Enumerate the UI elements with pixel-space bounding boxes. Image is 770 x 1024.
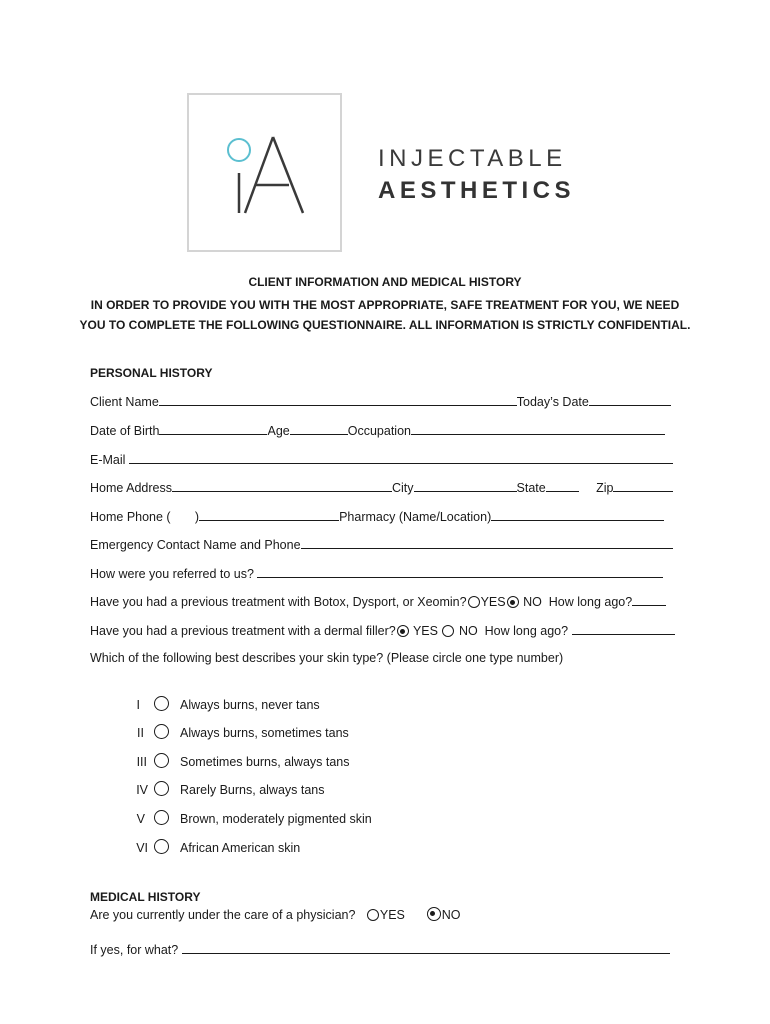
- filler-row: [90, 622, 675, 639]
- personal-history-heading: PERSONAL HISTORY: [90, 366, 213, 380]
- phone-close-paren: ): [194, 510, 200, 524]
- skin-type-label: Brown, moderately pigmented skin: [180, 812, 372, 826]
- filler-how-long-label: How long ago?: [484, 624, 569, 638]
- filler-how-long-field[interactable]: [572, 622, 675, 635]
- brand-name-line2: AESTHETICS: [378, 177, 576, 204]
- todays-date-field[interactable]: [589, 393, 671, 406]
- skin-type-radio[interactable]: [154, 781, 169, 796]
- skin-type-number: IV: [136, 783, 148, 797]
- home-phone-label: Home Phone (: [90, 510, 171, 524]
- emergency-row: [90, 536, 673, 553]
- physician-no-label: NO: [441, 908, 461, 922]
- physician-no-radio[interactable]: [427, 907, 441, 921]
- botox-no-label: NO: [523, 595, 542, 609]
- skin-type-label: Rarely Burns, always tans: [180, 783, 325, 797]
- pharmacy-field[interactable]: [491, 508, 664, 521]
- state-field[interactable]: [546, 479, 579, 492]
- todays-date-label: Today’s Date: [516, 395, 589, 409]
- skin-type-radio[interactable]: [154, 839, 169, 854]
- skin-type-number: VI: [136, 841, 148, 855]
- city-field[interactable]: [414, 479, 517, 492]
- client-name-row: [90, 393, 671, 410]
- botox-how-long-label: How long ago?: [548, 595, 633, 609]
- filler-yes-radio[interactable]: [397, 625, 409, 637]
- address-field[interactable]: [172, 479, 392, 492]
- referred-field[interactable]: [257, 565, 663, 578]
- skin-type-number: II: [137, 726, 144, 740]
- skin-type-label: Always burns, sometimes tans: [180, 726, 349, 740]
- address-row: [90, 479, 673, 496]
- skin-type-radio[interactable]: [154, 724, 169, 739]
- medical-history-heading: MEDICAL HISTORY: [90, 890, 201, 904]
- skin-type-number: V: [136, 812, 145, 826]
- if-yes-field[interactable]: [182, 941, 670, 954]
- botox-no-radio[interactable]: [507, 596, 519, 608]
- email-field[interactable]: [129, 451, 673, 464]
- filler-no-label: NO: [458, 624, 478, 638]
- botox-yes-radio[interactable]: [468, 596, 480, 608]
- filler-yes-label: YES: [412, 624, 438, 638]
- state-label: State: [516, 481, 546, 495]
- logo: [187, 93, 342, 252]
- home-phone-field[interactable]: [199, 508, 339, 521]
- botox-question: Have you had a previous treatment with Botox, Dysport, or Xeomin?: [90, 595, 467, 609]
- filler-question: Have you had a previous treatment with a dermal filler?: [90, 624, 396, 638]
- skin-type-radio[interactable]: [154, 810, 169, 825]
- if-yes-label: If yes, for what?: [90, 943, 179, 957]
- city-label: City: [391, 481, 414, 495]
- email-row: [90, 451, 673, 468]
- occupation-label: Occupation: [347, 424, 411, 438]
- physician-row: [90, 907, 460, 923]
- address-label: Home Address: [90, 481, 172, 495]
- skin-type-number: III: [136, 755, 147, 769]
- dob-label: Date of Birth: [90, 424, 160, 438]
- botox-how-long-field[interactable]: [632, 593, 666, 606]
- referred-row: [90, 565, 663, 582]
- emergency-label: Emergency Contact Name and Phone: [90, 538, 301, 552]
- physician-yes-label: YES: [379, 908, 405, 922]
- botox-yes-label: YES: [480, 595, 506, 609]
- zip-label: Zip: [596, 481, 614, 495]
- client-name-field[interactable]: [159, 393, 517, 406]
- brand-name-line1: INJECTABLE: [378, 145, 567, 172]
- email-label: E-Mail: [90, 453, 126, 467]
- skin-type-radio[interactable]: [154, 696, 169, 711]
- skin-type-label: Always burns, never tans: [180, 698, 320, 712]
- if-yes-row: [90, 941, 670, 958]
- skin-type-label: African American skin: [180, 841, 301, 855]
- zip-field[interactable]: [613, 479, 673, 492]
- emergency-field[interactable]: [301, 536, 673, 549]
- pharmacy-label: Pharmacy (Name/Location): [339, 510, 492, 524]
- physician-question: Are you currently under the care of a physician?: [90, 908, 356, 922]
- form-title: CLIENT INFORMATION AND MEDICAL HISTORY: [248, 275, 522, 289]
- intro-line-1: IN ORDER TO PROVIDE YOU WITH THE MOST APPROPRIATE, SAFE TREATMENT FOR YOU, WE NEED: [90, 298, 680, 312]
- intro-line-2: YOU TO COMPLETE THE FOLLOWING QUESTIONNAIRE. ALL INFORMATION IS STRICTLY CONFIDENTIAL.: [79, 318, 691, 332]
- dob-row: [90, 422, 665, 439]
- physician-yes-radio[interactable]: [367, 909, 379, 921]
- skin-type-radio[interactable]: [154, 753, 169, 768]
- referred-label: How were you referred to us?: [90, 567, 254, 581]
- age-field[interactable]: [290, 422, 348, 435]
- skin-type-label: Sometimes burns, always tans: [180, 755, 350, 769]
- skin-question: Which of the following best describes your skin type? (Please circle one type number): [90, 651, 564, 665]
- botox-row: [90, 593, 666, 610]
- client-name-label: Client Name: [90, 395, 159, 409]
- skin-type-number: I: [136, 698, 140, 712]
- filler-no-radio[interactable]: [442, 625, 454, 637]
- logo-mark-icon: [189, 95, 344, 254]
- age-label: Age: [267, 424, 290, 438]
- occupation-field[interactable]: [411, 422, 665, 435]
- phone-row: [90, 508, 664, 525]
- dob-field[interactable]: [159, 422, 267, 435]
